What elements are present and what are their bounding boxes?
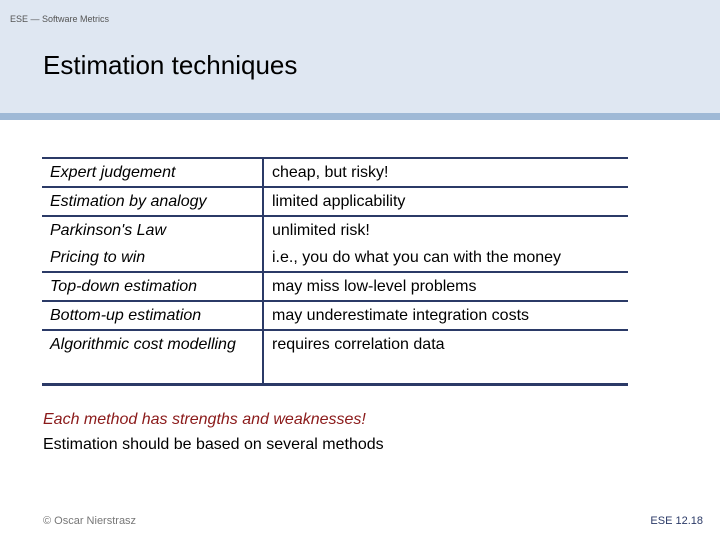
method-cell: Bottom-up estimation: [42, 301, 263, 330]
table-row: [42, 272, 628, 301]
method-cell: Algorithmic cost modelling: [42, 330, 263, 385]
slide-number: ESE 12.18: [650, 515, 703, 527]
table-row: [42, 187, 628, 216]
comment-cell: may miss low-level problems: [263, 272, 628, 301]
table-row: [42, 301, 628, 330]
comment-cell: may underestimate integration costs: [263, 301, 628, 330]
emphasis-note: Each method has strengths and weaknesses!: [43, 411, 366, 428]
method-cell: Pricing to win: [42, 244, 263, 272]
comment-cell: limited applicability: [263, 187, 628, 216]
page-title: Estimation techniques: [43, 50, 298, 80]
techniques-table: [42, 157, 628, 386]
comment-cell: unlimited risk!: [263, 216, 628, 244]
table-row: [42, 216, 628, 244]
method-cell: Expert judgement: [42, 158, 263, 187]
breadcrumb: ESE — Software Metrics: [10, 14, 110, 24]
method-cell: Top-down estimation: [42, 272, 263, 301]
table-row: [42, 330, 628, 385]
table-row: [42, 244, 628, 272]
header-divider: [0, 113, 720, 120]
copyright-footer: © Oscar Nierstrasz: [43, 515, 137, 527]
comment-cell: i.e., you do what you can with the money: [272, 249, 562, 266]
method-cell: Estimation by analogy: [42, 187, 263, 216]
comment-cell: requires correlation data: [263, 330, 628, 385]
table-row: [42, 158, 628, 187]
conclusion-note: Estimation should be based on several methods: [43, 436, 384, 453]
method-cell: Parkinson's Law: [42, 216, 263, 244]
comment-cell: cheap, but risky!: [272, 164, 389, 181]
